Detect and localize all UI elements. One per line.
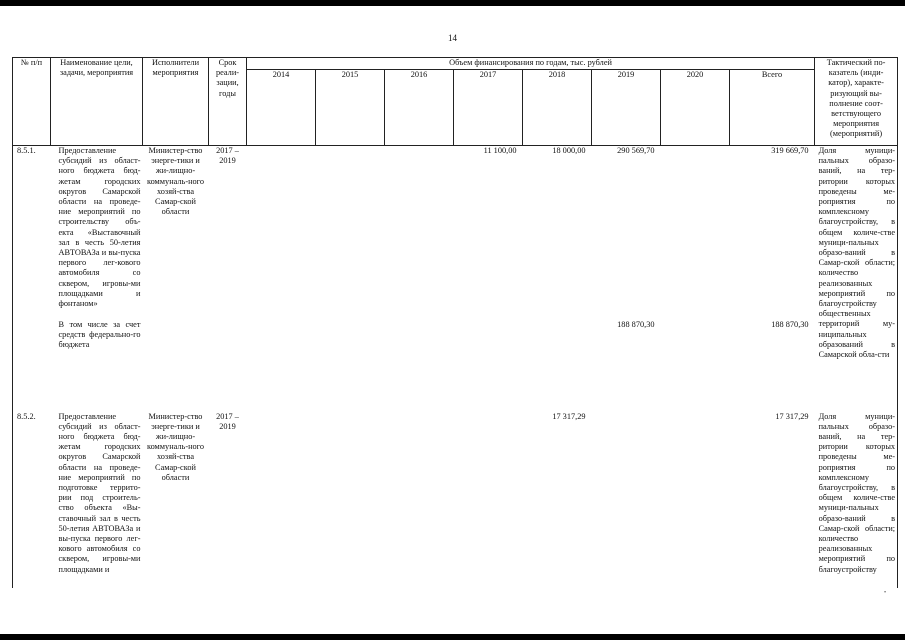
header-term: Срок реали-зации, годы bbox=[209, 58, 247, 146]
row-name: Предоставление субсидий из област-ного бюджета бюд-жетам городских округов Самарской области на проведе-ние мероприятий по подготовке террито-рии под строитель-ство объекта «Вы-ставочный зал в честь 50-летия АВТОВАЗа и вы-пуска первого лег-кового автомобиля со сквером, игровы-ми площадками и bbox=[58, 411, 141, 574]
row-2016 bbox=[385, 412, 454, 588]
row-executor: Министер-ство энерге-тики и жи-лищно-коммуналь-ного хозяй-ства Самар-ской области bbox=[146, 146, 205, 217]
header-year-2020: 2020 bbox=[661, 70, 730, 146]
row-sub-name: В том числе за счет средств федерально-го бюджета bbox=[58, 319, 141, 349]
row-2018: 18 000,00 bbox=[552, 146, 586, 155]
row-2017 bbox=[454, 412, 523, 588]
scan-speck: • bbox=[884, 590, 887, 596]
header-year-2015: 2015 bbox=[316, 70, 385, 146]
page-number: 14 bbox=[448, 33, 457, 43]
row-2019: 290 569,70 bbox=[617, 146, 655, 155]
row-2020 bbox=[661, 146, 730, 320]
row-total: 319 669,70 bbox=[771, 146, 809, 155]
row-term: 2017 – 2019 bbox=[216, 146, 239, 166]
row-name: Предоставление субсидий из област-ного бюджета бюд-жетам городских округов Самарской области на проведе-ние мероприятий по строительству объ-екта «Выставочный зал в честь 50-летия АВТОВАЗа и вы-пуска первого лег-кового автомобиля со сквером, игровы-ми площадками и фонтаном» bbox=[58, 146, 141, 309]
row-sub-term bbox=[209, 320, 247, 412]
row-total: 17 317,29 bbox=[775, 411, 809, 421]
row-2015 bbox=[316, 146, 385, 320]
table-row bbox=[13, 146, 898, 320]
header-total: Всего bbox=[730, 70, 815, 146]
row-sub-2019: 188 870,30 bbox=[617, 319, 655, 329]
row-sub-2014 bbox=[247, 320, 316, 412]
row-sub-2017 bbox=[454, 320, 523, 412]
row-2014 bbox=[247, 412, 316, 588]
row-sub-2018 bbox=[523, 320, 592, 412]
row-2014 bbox=[247, 146, 316, 320]
program-table bbox=[12, 57, 898, 588]
header-num: № п/п bbox=[13, 58, 51, 146]
header-year-2018: 2018 bbox=[523, 70, 592, 146]
top-border bbox=[0, 0, 905, 6]
header-executor: Исполнители мероприятия bbox=[143, 58, 209, 146]
row-sub-executor bbox=[143, 320, 209, 412]
header-finance: Объем финансирования по годам, тыс. рублей bbox=[247, 58, 815, 70]
header-year-2017: 2017 bbox=[454, 70, 523, 146]
row-term: 2017 – 2019 bbox=[216, 411, 239, 431]
row-sub-2020 bbox=[661, 320, 730, 412]
bottom-border bbox=[0, 634, 905, 640]
row-2016 bbox=[385, 146, 454, 320]
header-year-2019: 2019 bbox=[592, 70, 661, 146]
row-2015 bbox=[316, 412, 385, 588]
row-2017: 11 100,00 bbox=[483, 146, 517, 155]
row-indicator: Доля муници-пальных образо-ваний, на тер-ритории которых проведены ме-роприятия по комплексному благоустройству, в общем количе-стве муници-пальных образо-ваний в Самар-ской области; количество реализованных мероприятий по благоустройству общественных территорий му-ниципальных образований в Самарской обла-сти bbox=[815, 146, 898, 412]
table-row-sub bbox=[13, 320, 898, 412]
header-year-2016: 2016 bbox=[385, 70, 454, 146]
header-indicator: Тактический по-казатель (инди-катор), характе-ризующий вы-полнение соот-ветствующего мероприятия (мероприятий) bbox=[815, 58, 898, 146]
header-row-1 bbox=[13, 58, 898, 70]
row-sub-total: 188 870,30 bbox=[771, 319, 809, 329]
row-2018: 17 317,29 bbox=[552, 411, 586, 421]
table-row bbox=[13, 412, 898, 588]
row-num: 8.5.2. bbox=[13, 412, 51, 588]
header-year-2014: 2014 bbox=[247, 70, 316, 146]
row-indicator: Доля муници-пальных образо-ваний, на тер-ритории которых проведены ме-роприятия по комплексному благоустройству, в общем количе-стве муници-пальных образо-ваний в Самар-ской области; количество реализованных мероприятий по благоустройству bbox=[815, 412, 898, 588]
row-num: 8.5.1. bbox=[13, 146, 51, 320]
row-sub-2016 bbox=[385, 320, 454, 412]
row-num-empty bbox=[13, 320, 51, 412]
row-2019 bbox=[592, 412, 661, 588]
header-name: Наименование цели, задачи, мероприятия bbox=[51, 58, 143, 146]
row-sub-2015 bbox=[316, 320, 385, 412]
row-executor: Министер-ство энерге-тики и жи-лищно-коммуналь-ного хозяй-ства Самар-ской области bbox=[146, 411, 205, 482]
row-2020 bbox=[661, 412, 730, 588]
